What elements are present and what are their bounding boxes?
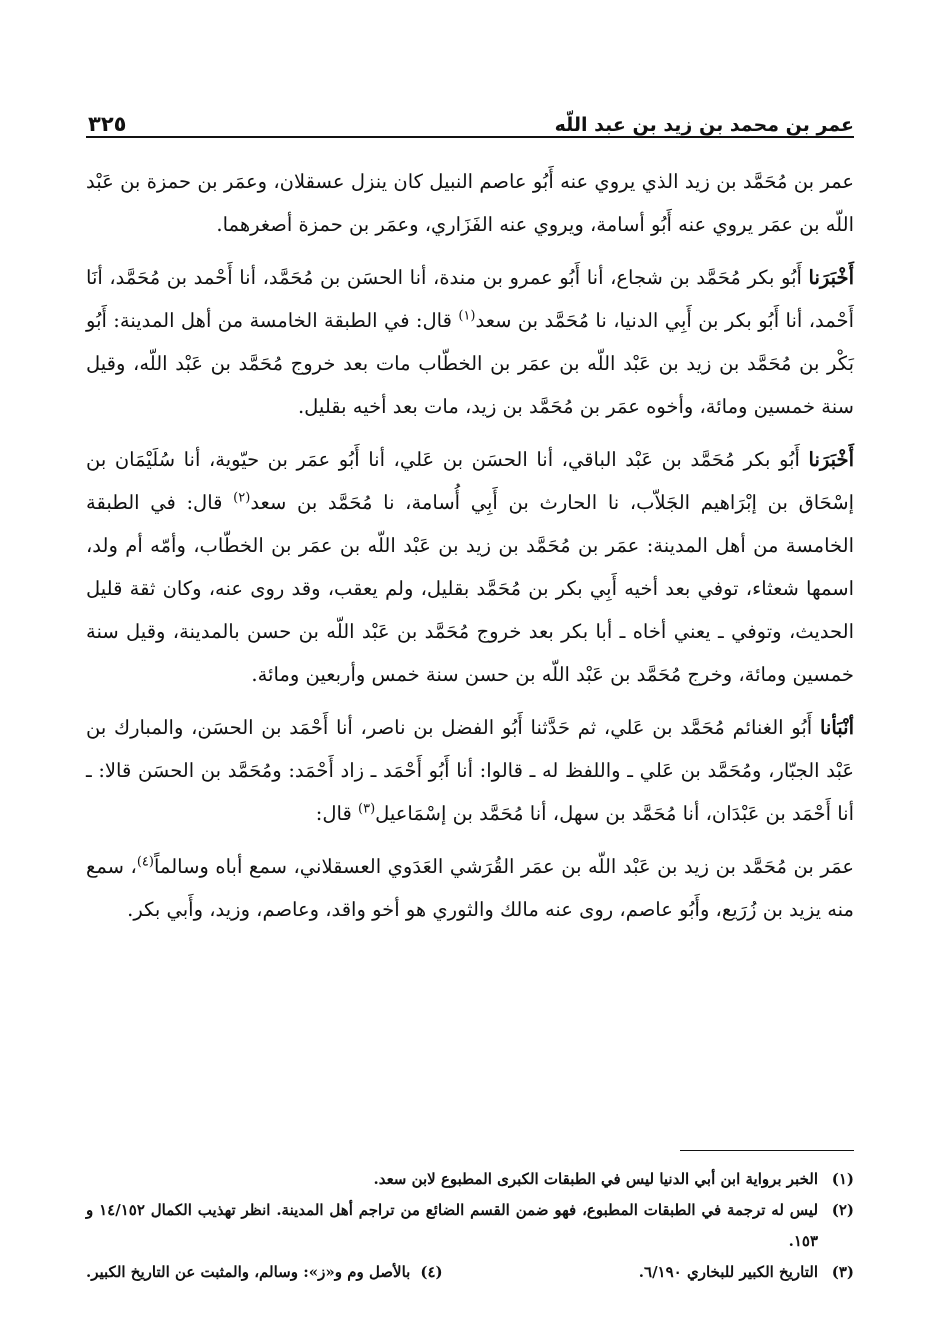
footnote-1-text: الخبر برواية ابن أبي الدنيا ليس في الطبقات الكبرى المطبوع لابن سعد. (373, 1170, 818, 1188)
footnote-ref-3: (٣) (358, 801, 376, 817)
paragraph-5-text-a: عمَر بن مُحَمَّد بن زيد بن عَبْد اللّه بن عمَر القُرَشي العَدَوي العسقلاني، سمع أباه وسالماً (153, 855, 854, 878)
paragraph-1 (86, 160, 854, 246)
paragraph-3-text-a: أَبُو بكر مُحَمَّد بن عَبْد الباقي، أنا الحسَن بن عَلي، أنا أَبُو عمَر بن حيّوية، أنا سُلَيْمَان بن إسْحَاق بن إبْرَاهيم الجَلاّب، نا الحارث بن أَبِي أُسامة، نا مُحَمَّد بن سعد (86, 448, 854, 514)
footnote-ref-2: (٢) (233, 490, 251, 506)
paragraph-4-text-a: أَبُو الغنائم مُحَمَّد بن عَلي، ثم حَدَّثنا أَبُو الفضل بن ناصر، أنا أَحْمَد بن الحسَن، والمبارك بن عَبْد الجبّار، ومُحَمَّد بن عَلي ـ واللفظ له ـ قالوا: أنا أَبُو أَحْمَد ـ زاد أَحْمَد: ومُحَمَّد بن الحسَن قالا: ـ أنا أَحْمَد بن عَبْدَان، أنا مُحَمَّد بن سهل، أنا مُحَمَّد بن إسْمَاعيل (86, 716, 854, 825)
footnote-2 (86, 1195, 854, 1257)
footnote-1-number: (١) (831, 1170, 854, 1188)
paragraph-4-lead: أنْبَأنا (819, 716, 854, 739)
footnote-3-text: التاريخ الكبير للبخاري ٦/١٩٠. (638, 1263, 818, 1281)
footnote-2-number: (٢) (831, 1201, 854, 1219)
paragraph-2-text-a: أَبُو بكر مُحَمَّد بن شجاع، أنا أَبُو عمرو بن مندة، أنا الحسَن بن مُحَمَّد، أنا أَحْمد بن مُحَمَّد، أنَا أَحْمد، أنا أَبُو بكر بن أَبِي الدنيا، نا مُحَمَّد بن سعد (86, 266, 854, 332)
footnotes (86, 1164, 854, 1288)
paragraph-4 (86, 706, 854, 835)
header-rule (86, 136, 854, 138)
footnote-ref-1: (١) (458, 308, 476, 324)
paragraph-4-text-b: قال: (315, 802, 358, 825)
main-text (86, 160, 854, 941)
footnote-4-text: بالأصل وم و«ز»: وسالم، والمثبت عن التاريخ الكبير. (86, 1263, 411, 1281)
running-title: عمر بن محمد بن زيد بن عبد اللّه (554, 114, 854, 136)
running-header (88, 96, 854, 136)
footnote-2-text: ليس له ترجمة في الطبقات المطبوع، فهو ضمن القسم الضائع من تراجم أهل المدينة. انظر تهذيب الكمال ١٤/١٥٢ و ١٥٣. (86, 1201, 819, 1250)
footnote-4-number: (٤) (420, 1263, 443, 1281)
footnote-row-3-4 (86, 1257, 854, 1288)
paragraph-2-text-b: قال: في الطبقة الخامسة من أهل المدينة: أَبُو بَكْر بن مُحَمَّد بن زيد بن عَبْد اللّه بن عمَر بن الخطّاب مات بعد خروج مُحَمَّد بن عَبْد اللّه، وقيل سنة خمسين ومائة، وأخوه عمَر بن مُحَمَّد بن زيد، مات بعد أخيه بقليل. (86, 309, 854, 418)
footnote-3-number: (٣) (831, 1263, 854, 1281)
footnote-3 (639, 1257, 854, 1288)
footnote-1 (86, 1164, 854, 1195)
page-number: ٣٢٥ (88, 112, 127, 136)
paragraph-2 (86, 256, 854, 428)
paragraph-2-lead: أَخْبَرَنا (808, 266, 854, 289)
paragraph-1-text: عمر بن مُحَمَّد بن زيد الذي يروي عنه أَبُو عاصم النبيل كان ينزل عسقلان، وعمَر بن حمزة بن عَبْد اللّه بن عمَر يروي عنه أَبُو أسامة، ويروي عنه الفَزَاري، وعمَر بن حمزة أصغرهما. (86, 170, 854, 236)
paragraph-5-text-b: ، سمع منه يزيد بن زُرَيع، وأَبُو عاصم، روى عنه مالك والثوري هو أخو واقد، وعاصم، وزيد، وأَبي بكر. (86, 855, 854, 921)
paragraph-3 (86, 438, 854, 696)
paragraph-3-text-b: قال: في الطبقة الخامسة من أهل المدينة: عمَر بن مُحَمَّد بن زيد بن عَبْد اللّه بن عمَر بن الخطّاب، وأمّه أم ولد، اسمها شعثاء، توفي بعد أخيه أَبِي بكر بن مُحَمَّد بقليل، ولم يعقب، وقد روى عنه، وكان ثقة قليل الحديث، وتوفي ـ يعني أخاه ـ أبا بكر بعد خروج مُحَمَّد بن عَبْد اللّه بن حسن بالمدينة، وقيل سنة خمسين ومائة، وخرج مُحَمَّد بن عَبْد اللّه بن حسن سنة خمس وأربعين ومائة. (86, 491, 854, 686)
footnote-4 (86, 1257, 443, 1288)
paragraph-3-lead: أَخْبَرَنا (808, 448, 854, 471)
paragraph-5 (86, 845, 854, 931)
footnote-ref-4: (٤) (136, 854, 154, 870)
footnote-separator (680, 1150, 854, 1151)
